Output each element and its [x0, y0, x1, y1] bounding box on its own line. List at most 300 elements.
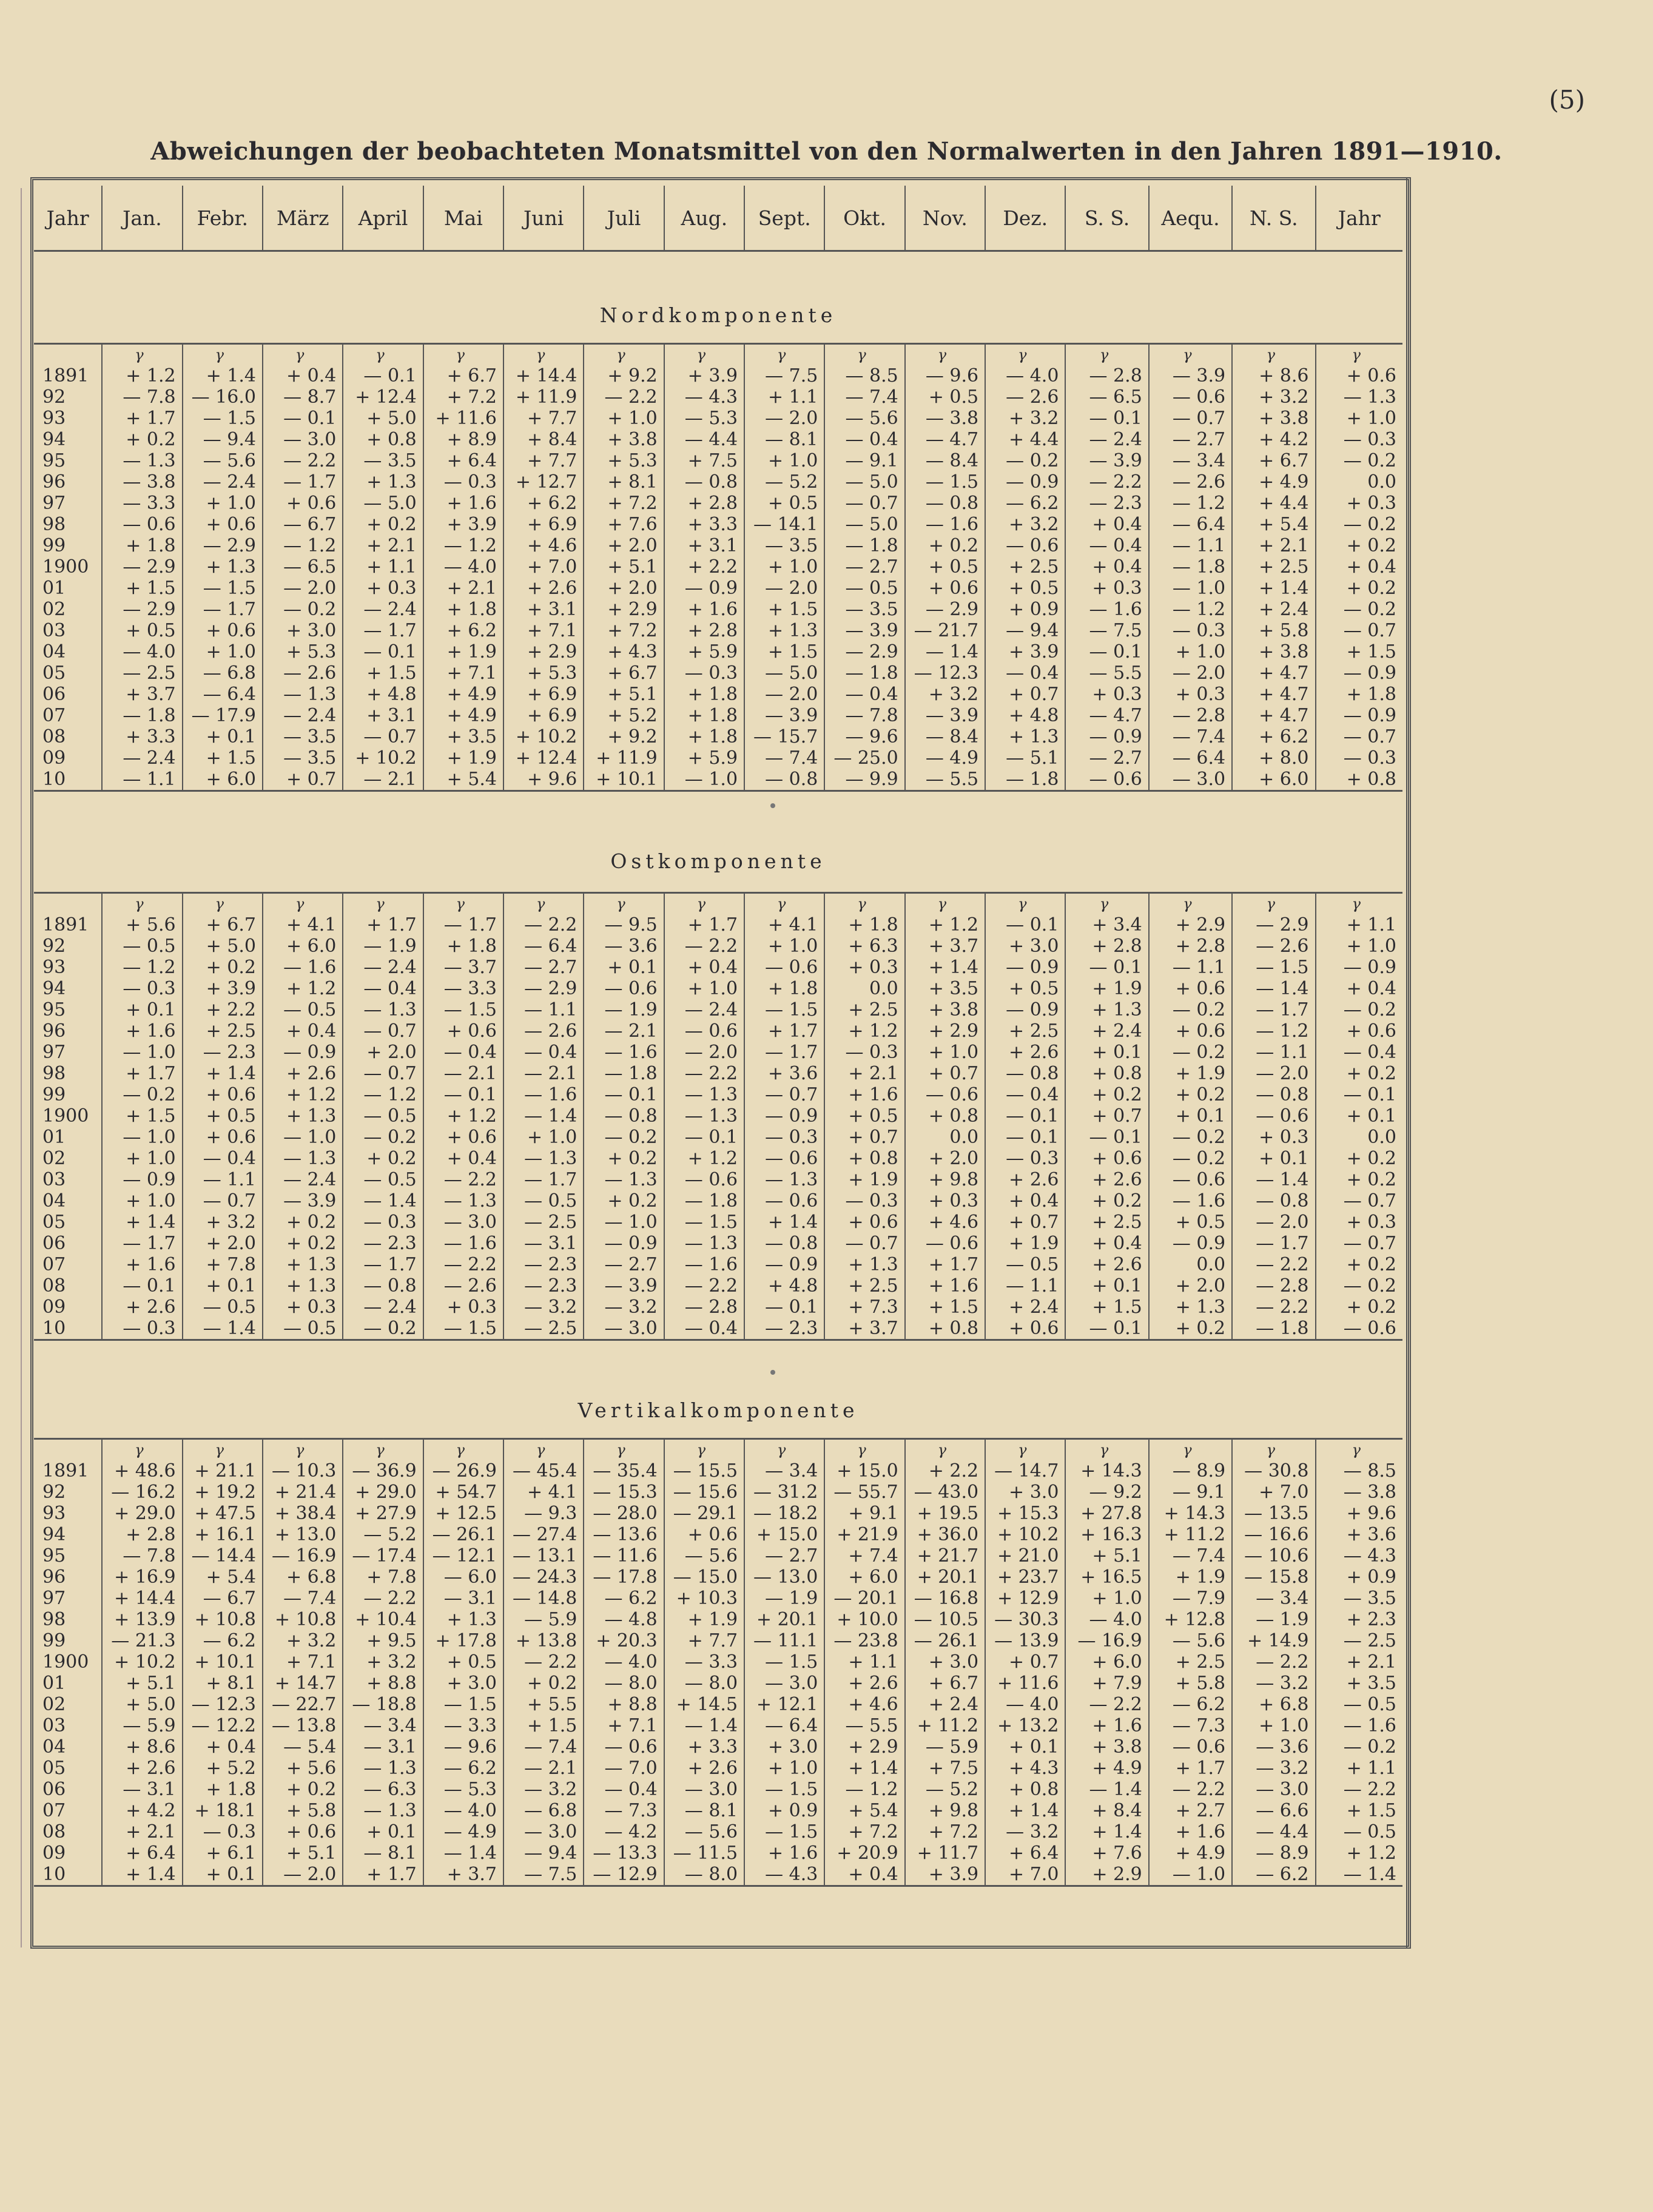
value-cell: — 7.5	[503, 1864, 584, 1886]
value-cell: + 8.4	[503, 429, 584, 450]
table-row	[34, 408, 1402, 429]
unit-cell: γ	[1065, 344, 1148, 366]
year-cell: 96	[42, 471, 66, 493]
value-cell: — 3.8	[905, 408, 985, 429]
value-cell: + 0.7	[985, 1212, 1065, 1233]
value-cell: + 10.4	[343, 1609, 423, 1630]
value-cell: — 1.2	[423, 535, 503, 556]
value-cell: — 8.1	[343, 1843, 423, 1864]
value-cell: + 0.3	[343, 578, 423, 599]
value-cell: + 0.2	[1149, 1084, 1232, 1105]
value-cell: — 3.0	[423, 1212, 503, 1233]
table-row	[34, 556, 1402, 578]
value-cell: — 0.4	[1316, 1042, 1403, 1063]
table-row	[34, 1482, 1402, 1503]
value-cell: — 9.2	[1065, 1482, 1148, 1503]
value-cell: — 5.3	[423, 1779, 503, 1800]
value-cell: + 21.4	[263, 1482, 343, 1503]
value-cell: + 5.2	[584, 705, 664, 726]
value-cell: + 2.6	[664, 1758, 744, 1779]
table-row	[34, 936, 1402, 957]
value-cell: — 9.6	[905, 365, 985, 386]
value-cell: — 15.0	[664, 1566, 744, 1588]
value-cell: — 2.4	[102, 747, 182, 769]
table-row	[34, 1275, 1402, 1297]
value-cell: + 0.8	[343, 429, 423, 450]
column-header: März	[263, 186, 343, 251]
value-cell: — 3.3	[423, 978, 503, 999]
value-cell: — 2.6	[1232, 936, 1315, 957]
value-cell: — 1.5	[744, 999, 824, 1020]
value-cell: — 5.9	[905, 1736, 985, 1758]
value-cell: — 3.3	[102, 493, 182, 514]
value-cell: + 2.5	[985, 556, 1065, 578]
value-cell: — 3.0	[263, 429, 343, 450]
value-cell: — 9.3	[503, 1503, 584, 1524]
value-cell: + 6.7	[905, 1673, 985, 1694]
value-cell: + 10.0	[824, 1609, 904, 1630]
value-cell: — 0.2	[1149, 1127, 1232, 1148]
year-cell: 1900	[42, 1105, 89, 1127]
value-cell: — 5.0	[744, 663, 824, 684]
value-cell: + 8.8	[343, 1673, 423, 1694]
value-cell: + 1.8	[664, 726, 744, 747]
value-cell: + 9.6	[1316, 1503, 1403, 1524]
unit-cell: γ	[343, 1439, 423, 1461]
value-cell: + 48.6	[102, 1460, 182, 1482]
value-cell: + 5.0	[343, 408, 423, 429]
value-cell: + 3.2	[183, 1212, 263, 1233]
value-cell: + 1.4	[183, 1063, 263, 1084]
page-number: (5)	[1549, 85, 1585, 115]
value-cell: — 1.8	[1149, 556, 1232, 578]
value-cell: — 1.1	[503, 999, 584, 1020]
value-cell: + 6.4	[102, 1843, 182, 1864]
value-cell: — 0.1	[102, 1275, 182, 1297]
value-cell: — 1.8	[985, 769, 1065, 791]
value-cell: — 0.7	[1316, 1233, 1403, 1254]
value-cell: — 0.9	[744, 1254, 824, 1275]
value-cell: — 0.6	[905, 1233, 985, 1254]
unit-cell: γ	[1316, 344, 1403, 366]
value-cell: — 0.9	[1316, 663, 1403, 684]
unit-cell: γ	[744, 893, 824, 915]
value-cell: — 9.1	[824, 450, 904, 471]
table-nordkomponente	[34, 343, 1402, 792]
value-cell: + 27.9	[343, 1503, 423, 1524]
value-cell: — 0.5	[824, 578, 904, 599]
value-cell: — 3.5	[343, 450, 423, 471]
value-cell: + 0.6	[1316, 365, 1403, 386]
unit-cell	[34, 1439, 102, 1461]
value-cell: + 10.1	[183, 1651, 263, 1673]
value-cell: — 5.3	[664, 408, 744, 429]
value-cell: — 2.2	[503, 1651, 584, 1673]
value-cell: — 0.2	[1149, 1148, 1232, 1169]
value-cell: — 2.1	[503, 1758, 584, 1779]
value-cell: + 4.8	[985, 705, 1065, 726]
value-cell: + 1.3	[824, 1254, 904, 1275]
unit-cell: γ	[584, 344, 664, 366]
value-cell: + 0.1	[183, 1864, 263, 1886]
value-cell: — 14.7	[985, 1460, 1065, 1482]
value-cell: + 20.1	[905, 1566, 985, 1588]
value-cell: — 4.4	[1232, 1821, 1315, 1843]
value-cell: + 2.6	[1065, 1169, 1148, 1190]
value-cell: — 0.6	[102, 514, 182, 535]
unit-cell: γ	[183, 344, 263, 366]
value-cell: — 1.6	[503, 1084, 584, 1105]
value-cell: — 0.5	[503, 1190, 584, 1212]
value-cell: — 3.2	[584, 1297, 664, 1318]
value-cell: — 1.4	[503, 1105, 584, 1127]
value-cell: — 0.7	[824, 493, 904, 514]
value-cell: — 1.1	[183, 1169, 263, 1190]
value-cell: + 6.9	[503, 684, 584, 705]
value-cell: — 1.4	[1232, 978, 1315, 999]
value-cell: — 6.2	[1232, 1864, 1315, 1886]
value-cell: — 6.0	[423, 1566, 503, 1588]
value-cell: — 1.6	[664, 1254, 744, 1275]
value-cell: + 3.4	[1065, 914, 1148, 936]
value-cell: + 3.5	[1316, 1673, 1403, 1694]
value-cell: — 6.2	[985, 493, 1065, 514]
value-cell: — 7.3	[1149, 1715, 1232, 1736]
value-cell: + 1.5	[1316, 641, 1403, 663]
value-cell: + 19.5	[905, 1503, 985, 1524]
value-cell: — 2.2	[263, 450, 343, 471]
value-cell: + 9.6	[503, 769, 584, 791]
value-cell: — 0.7	[183, 1190, 263, 1212]
value-cell: — 0.7	[1316, 620, 1403, 641]
value-cell: + 2.4	[985, 1297, 1065, 1318]
value-cell: — 43.0	[905, 1482, 985, 1503]
section-title-nordkomponente: Nordkomponente	[599, 303, 837, 327]
unit-cell	[34, 344, 102, 366]
value-cell: + 6.2	[503, 493, 584, 514]
value-cell: — 2.9	[102, 556, 182, 578]
year-cell: 08	[42, 1275, 66, 1297]
value-cell: + 2.2	[905, 1460, 985, 1482]
value-cell: — 3.0	[744, 1673, 824, 1694]
value-cell: — 0.2	[1316, 1275, 1403, 1297]
value-cell: — 16.6	[1232, 1524, 1315, 1545]
value-cell: — 15.5	[664, 1460, 744, 1482]
year-cell: 04	[42, 1736, 66, 1758]
value-cell: + 1.8	[664, 705, 744, 726]
value-cell: + 1.9	[423, 641, 503, 663]
value-cell: — 25.0	[824, 747, 904, 769]
value-cell: + 6.0	[824, 1566, 904, 1588]
value-cell: — 23.8	[824, 1630, 904, 1651]
value-cell: — 3.9	[905, 705, 985, 726]
column-header: Aequ.	[1149, 186, 1232, 251]
value-cell: — 0.5	[102, 936, 182, 957]
value-cell: — 18.2	[744, 1503, 824, 1524]
value-cell: — 2.0	[1232, 1063, 1315, 1084]
value-cell: — 0.8	[744, 1233, 824, 1254]
value-cell: + 2.2	[183, 999, 263, 1020]
value-cell: + 3.2	[985, 514, 1065, 535]
value-cell: + 1.7	[664, 914, 744, 936]
value-cell: + 1.4	[1232, 578, 1315, 599]
value-cell: — 0.7	[824, 1233, 904, 1254]
year-cell: 03	[42, 1169, 66, 1190]
value-cell: — 15.6	[664, 1482, 744, 1503]
value-cell: — 2.5	[503, 1212, 584, 1233]
value-cell: + 2.9	[1065, 1864, 1148, 1886]
value-cell: + 1.3	[744, 620, 824, 641]
value-cell: + 0.1	[343, 1821, 423, 1843]
value-cell: — 16.2	[102, 1482, 182, 1503]
value-cell: — 2.3	[503, 1275, 584, 1297]
value-cell: — 4.3	[744, 1864, 824, 1886]
value-cell: + 3.5	[905, 978, 985, 999]
value-cell: + 0.4	[1316, 556, 1403, 578]
value-cell: + 4.8	[744, 1275, 824, 1297]
table-row	[34, 1864, 1402, 1886]
value-cell: — 3.2	[1232, 1673, 1315, 1694]
value-cell: — 2.2	[423, 1169, 503, 1190]
value-cell: — 2.1	[584, 1020, 664, 1042]
value-cell: — 3.1	[423, 1588, 503, 1609]
value-cell: + 9.2	[584, 726, 664, 747]
unit-cell: γ	[664, 1439, 744, 1461]
value-cell: — 0.7	[1316, 1190, 1403, 1212]
year-cell: 01	[42, 1127, 66, 1148]
value-cell: + 2.1	[343, 535, 423, 556]
value-cell: — 1.0	[584, 1212, 664, 1233]
table-row	[34, 1042, 1402, 1063]
value-cell: + 3.0	[744, 1736, 824, 1758]
print-dot	[770, 1370, 775, 1375]
value-cell: — 0.6	[744, 957, 824, 978]
value-cell: + 1.5	[503, 1715, 584, 1736]
value-cell: — 6.6	[1232, 1800, 1315, 1821]
table-row	[34, 1297, 1402, 1318]
column-header: Jahr	[34, 186, 102, 251]
value-cell: + 12.1	[744, 1694, 824, 1715]
year-cell: 94	[42, 429, 66, 450]
value-cell: + 6.8	[1232, 1694, 1315, 1715]
value-cell: + 10.2	[985, 1524, 1065, 1545]
value-cell: — 12.3	[183, 1694, 263, 1715]
value-cell: + 7.1	[503, 620, 584, 641]
unit-cell	[34, 893, 102, 915]
value-cell: + 1.5	[744, 641, 824, 663]
table-ostkomponente	[34, 892, 1402, 1341]
value-cell: + 11.9	[503, 386, 584, 408]
value-cell: + 2.8	[1149, 936, 1232, 957]
value-cell: — 4.0	[1065, 1609, 1148, 1630]
value-cell: + 1.2	[1316, 1843, 1403, 1864]
value-cell: + 38.4	[263, 1503, 343, 1524]
value-cell: — 4.0	[102, 641, 182, 663]
value-cell: — 2.2	[664, 1063, 744, 1084]
value-cell: — 3.5	[744, 535, 824, 556]
value-cell: + 1.5	[905, 1297, 985, 1318]
table-row	[34, 450, 1402, 471]
value-cell: + 2.1	[824, 1063, 904, 1084]
value-cell: + 2.0	[1149, 1275, 1232, 1297]
value-cell: + 12.7	[503, 471, 584, 493]
value-cell: — 3.2	[503, 1297, 584, 1318]
value-cell: — 0.5	[263, 1318, 343, 1340]
value-cell: + 2.9	[824, 1736, 904, 1758]
table-row	[34, 1779, 1402, 1800]
value-cell: — 8.1	[744, 429, 824, 450]
value-cell: + 1.6	[102, 1254, 182, 1275]
value-cell: + 0.1	[183, 1275, 263, 1297]
value-cell: + 3.1	[503, 599, 584, 620]
section-title-vertikalkomponente: Vertikalkomponente	[577, 1398, 859, 1422]
unit-cell: γ	[1149, 344, 1232, 366]
value-cell: + 1.8	[102, 535, 182, 556]
value-cell: — 30.8	[1232, 1460, 1315, 1482]
value-cell: + 7.2	[905, 1821, 985, 1843]
value-cell: + 1.2	[423, 1105, 503, 1127]
value-cell: — 0.4	[503, 1042, 584, 1063]
value-cell: — 8.5	[824, 365, 904, 386]
value-cell: + 1.1	[824, 1651, 904, 1673]
value-cell: — 0.7	[1149, 408, 1232, 429]
value-cell: + 1.3	[1065, 999, 1148, 1020]
value-cell: + 1.9	[664, 1609, 744, 1630]
value-cell: — 1.6	[1316, 1715, 1403, 1736]
value-cell: + 3.9	[985, 641, 1065, 663]
value-cell: — 0.3	[423, 471, 503, 493]
unit-cell: γ	[102, 893, 182, 915]
value-cell: + 0.5	[102, 620, 182, 641]
value-cell: — 5.1	[985, 747, 1065, 769]
value-cell: + 1.7	[343, 914, 423, 936]
value-cell: + 0.9	[985, 599, 1065, 620]
value-cell: — 3.4	[744, 1460, 824, 1482]
year-cell: 05	[42, 663, 66, 684]
value-cell: — 2.5	[503, 1318, 584, 1340]
value-cell: + 0.2	[1316, 535, 1403, 556]
value-cell: + 3.8	[1232, 408, 1315, 429]
value-cell: + 1.9	[985, 1233, 1065, 1254]
value-cell: — 1.1	[102, 769, 182, 791]
value-cell: + 0.6	[183, 1127, 263, 1148]
value-cell: — 3.1	[503, 1233, 584, 1254]
value-cell: + 0.1	[1065, 1275, 1148, 1297]
value-cell: — 1.5	[423, 1694, 503, 1715]
value-cell: — 2.3	[343, 1233, 423, 1254]
value-cell: — 3.8	[102, 471, 182, 493]
value-cell: — 9.5	[584, 914, 664, 936]
value-cell: + 1.6	[1149, 1821, 1232, 1843]
value-cell: — 1.4	[905, 641, 985, 663]
value-cell: — 2.2	[503, 914, 584, 936]
value-cell: — 1.7	[744, 1042, 824, 1063]
value-cell: + 6.0	[1065, 1651, 1148, 1673]
value-cell: + 4.8	[343, 684, 423, 705]
value-cell: — 0.3	[1149, 620, 1232, 641]
value-cell: + 1.5	[183, 747, 263, 769]
unit-row	[34, 1439, 1402, 1461]
value-cell: — 6.2	[1149, 1694, 1232, 1715]
value-cell: + 1.5	[744, 599, 824, 620]
value-cell: + 4.6	[905, 1212, 985, 1233]
value-cell: + 11.6	[985, 1673, 1065, 1694]
value-cell: — 6.5	[1065, 386, 1148, 408]
value-cell: — 0.3	[1316, 429, 1403, 450]
table-row	[34, 1715, 1402, 1736]
value-cell: + 2.1	[102, 1821, 182, 1843]
year-cell: 05	[42, 1212, 66, 1233]
value-cell: + 3.2	[905, 684, 985, 705]
value-cell: — 0.3	[183, 1821, 263, 1843]
value-cell: — 1.4	[343, 1190, 423, 1212]
value-cell: — 0.1	[1065, 1318, 1148, 1340]
value-cell: — 2.0	[744, 408, 824, 429]
year-cell: 95	[42, 1545, 66, 1566]
value-cell: + 21.0	[985, 1545, 1065, 1566]
value-cell: — 3.2	[1232, 1758, 1315, 1779]
value-cell: + 0.4	[183, 1736, 263, 1758]
value-cell: + 1.8	[744, 978, 824, 999]
value-cell: — 1.3	[503, 1148, 584, 1169]
value-cell: — 2.5	[102, 663, 182, 684]
year-cell: 07	[42, 1254, 66, 1275]
year-cell: 92	[42, 936, 66, 957]
value-cell: + 6.2	[1232, 726, 1315, 747]
value-cell: — 6.2	[183, 1630, 263, 1651]
value-cell: + 0.1	[1065, 1042, 1148, 1063]
value-cell: — 4.3	[1316, 1545, 1403, 1566]
value-cell: — 2.6	[503, 1020, 584, 1042]
table-row	[34, 914, 1402, 936]
value-cell: + 13.9	[102, 1609, 182, 1630]
year-cell: 98	[42, 1609, 66, 1630]
value-cell: + 12.8	[1149, 1609, 1232, 1630]
value-cell: + 2.6	[824, 1673, 904, 1694]
year-cell: 01	[42, 1673, 66, 1694]
value-cell: + 1.8	[423, 936, 503, 957]
value-cell: — 2.0	[744, 684, 824, 705]
value-cell: + 0.4	[263, 365, 343, 386]
value-cell: — 5.6	[1149, 1630, 1232, 1651]
year-cell: 1891	[42, 365, 89, 386]
value-cell: + 7.9	[1065, 1673, 1148, 1694]
value-cell: — 0.6	[985, 535, 1065, 556]
value-cell: — 10.6	[1232, 1545, 1315, 1566]
value-cell: — 1.0	[263, 1127, 343, 1148]
value-cell: — 1.5	[664, 1212, 744, 1233]
value-cell: — 2.3	[1065, 493, 1148, 514]
table-row	[34, 1169, 1402, 1190]
value-cell: 0.0	[824, 978, 904, 999]
year-cell: 10	[42, 1318, 66, 1339]
value-cell: + 0.5	[905, 386, 985, 408]
value-cell: — 3.9	[1065, 450, 1148, 471]
table-row	[34, 1318, 1402, 1340]
value-cell: + 12.5	[423, 1503, 503, 1524]
table-row	[34, 1503, 1402, 1524]
year-cell: 96	[42, 1020, 66, 1042]
value-cell: — 2.2	[1065, 1694, 1148, 1715]
value-cell: + 1.4	[824, 1758, 904, 1779]
year-cell: 07	[42, 705, 66, 726]
value-cell: — 0.4	[423, 1042, 503, 1063]
value-cell: + 0.6	[1316, 1020, 1403, 1042]
value-cell: — 1.9	[584, 999, 664, 1020]
value-cell: + 2.0	[343, 1042, 423, 1063]
year-cell: 06	[42, 684, 66, 705]
table-row	[34, 1063, 1402, 1084]
